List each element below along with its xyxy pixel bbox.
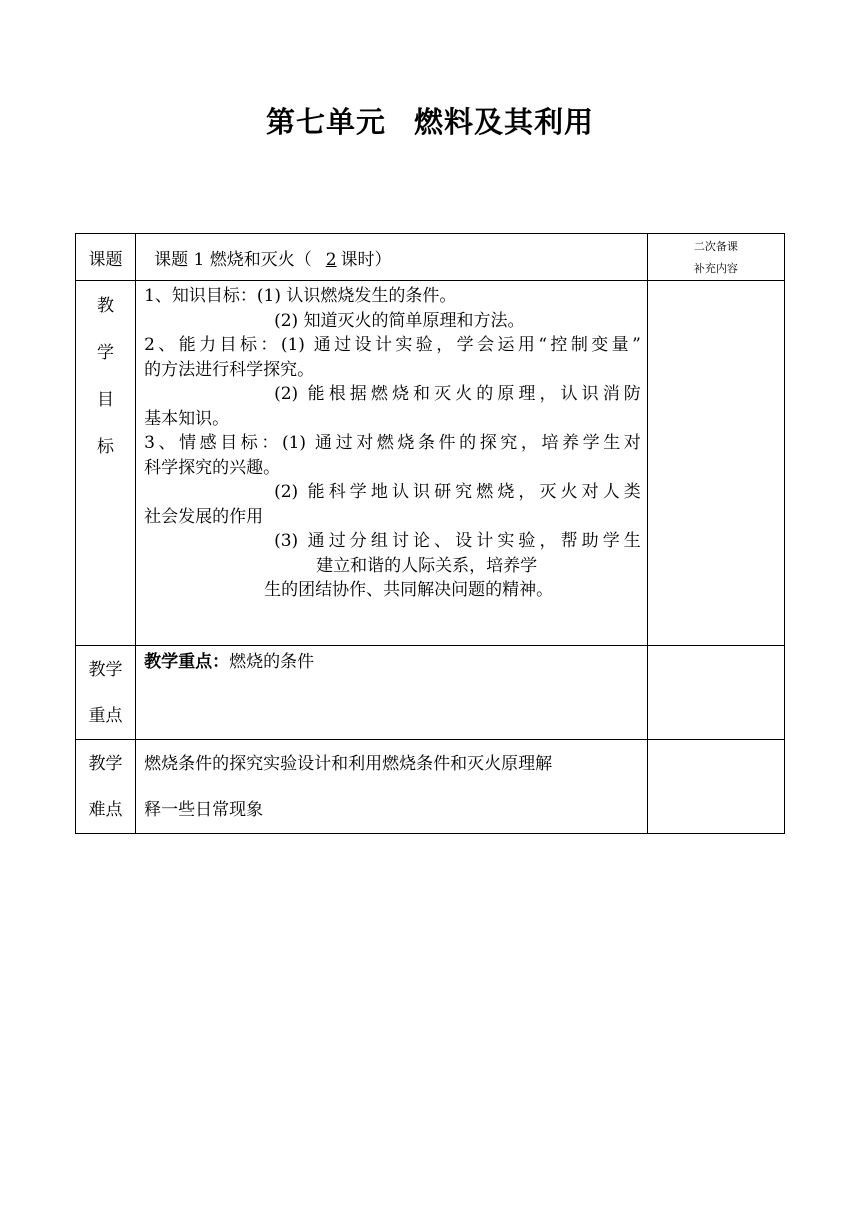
objective-line: (2) 知道灭火的简单原理和方法。 [274, 310, 525, 331]
objective-line: 科学探究的兴趣。 [144, 457, 281, 478]
objective-line: 社会发展的作用 [144, 506, 264, 527]
objective-line: (2) 能科学地认识研究燃烧，灭火对人类 [274, 482, 641, 502]
objective-line: (2) 能根据燃烧和灭火的原理，认识消防 [274, 384, 641, 404]
side-note-line1: 二次备课 [693, 240, 738, 253]
key-point-content [136, 646, 648, 740]
header-row [76, 234, 785, 281]
lesson-plan-table [75, 233, 785, 834]
objective-line: 建立和谐的人际关系，培养学 [316, 555, 538, 576]
objective-line: (3) 通过分组讨论、设计实验，帮助学生 [274, 531, 641, 551]
objective-line: 2、能力目标：(1) 通过设计实验，学会运用“控制变量” [144, 335, 641, 355]
hours-value: 2 [325, 249, 337, 270]
objectives-label-char: 标 [97, 437, 115, 457]
key-point-row [76, 646, 785, 740]
objectives-content [136, 281, 648, 646]
objectives-label-char: 目 [97, 390, 115, 410]
side-note-line2: 补充内容 [693, 262, 738, 275]
topic-label: 课题 [76, 234, 136, 281]
difficulty-notes [647, 740, 784, 834]
key-point-text: 燃烧的条件 [229, 652, 315, 672]
objectives-label-char: 教 [97, 296, 115, 316]
difficulty-content [136, 740, 648, 834]
objective-line: 的方法进行科学探究。 [144, 359, 315, 380]
objective-line: 1、知识目标：(1) 认识燃烧发生的条件。 [144, 286, 457, 306]
side-note [647, 234, 784, 281]
topic-suffix: 课时） [340, 249, 392, 270]
difficulty-text-line2: 释一些日常现象 [144, 800, 264, 820]
difficulty-row [76, 740, 785, 834]
difficulty-text-line1: 燃烧条件的探究实验设计和利用燃烧条件和灭火原理解 [144, 754, 553, 774]
key-point-label-line2: 重点 [88, 706, 123, 726]
objective-line: 3、情感目标：(1) 通过对燃烧条件的探究，培养学生对 [144, 433, 641, 453]
key-point-notes [647, 646, 784, 740]
key-point-label-line1: 教学 [88, 660, 123, 680]
difficulty-label-line2: 难点 [88, 800, 123, 820]
objective-line: 基本知识。 [144, 408, 230, 429]
objectives-label [76, 281, 136, 646]
key-point-label [76, 646, 136, 740]
difficulty-label-line1: 教学 [88, 754, 123, 774]
objectives-row [76, 281, 785, 646]
page-title [0, 100, 860, 141]
unit-title: 第七单元 [265, 105, 386, 139]
objective-line: 生的团结协作、共同解决问题的精神。 [264, 580, 554, 600]
objectives-notes [647, 281, 784, 646]
topic-prefix: 课题 1 燃烧和灭火（ [154, 249, 312, 270]
key-point-heading: 教学重点： [144, 652, 230, 672]
topic-cell [136, 234, 648, 281]
unit-topic: 燃料及其利用 [414, 105, 595, 139]
difficulty-label [76, 740, 136, 834]
objectives-label-char: 学 [97, 343, 115, 363]
